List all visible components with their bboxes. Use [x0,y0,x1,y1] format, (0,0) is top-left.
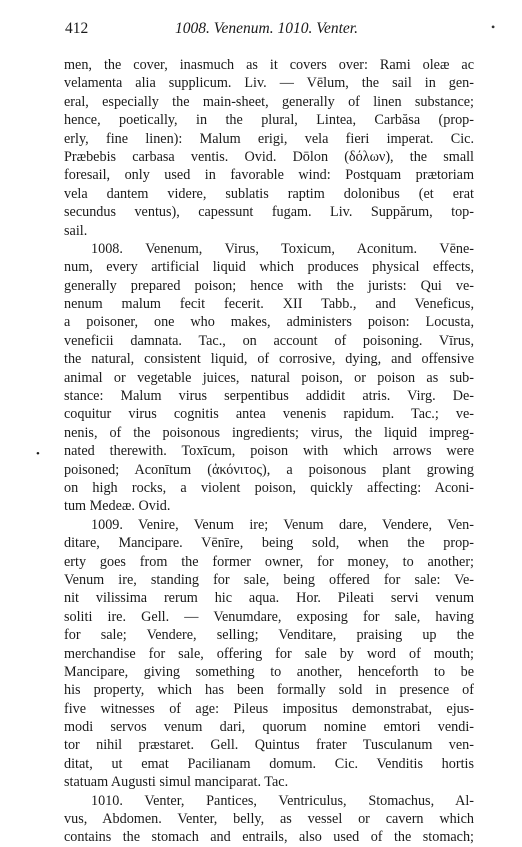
running-header [65,20,496,40]
text-line: sail. [64,222,88,239]
text-line: ditat, ut emat Pacilianam domum. Cic. Venditis hortis [64,755,474,772]
text-line: his property, which has been formally sold in presence of [64,682,474,699]
text-line: stance: Malum virus serpentibus addidit atris. Virg. De- [64,388,474,405]
text-line: coquitur virus cognitis antea venenis rapidum. Tac.; ve- [64,406,474,423]
text-line: veneficii damnata. Tac., on account of poisoning. Vīrus, [64,332,474,349]
text-line: men, the cover, inasmuch as it covers over: Rami oleæ ac [64,57,474,73]
text-line: statuam Augusti simul manciparat. Tac. [64,774,289,791]
text-line: for sale; Vendere, selling; Venditare, praising up the [64,627,474,644]
text-line: generally prepared poison; hence with the jurists: Qui ve- [64,277,474,294]
text-line: five witnesses of age: Pileus impositus demonstrabat, ejus- [64,700,474,717]
text-line: Præbebis carbasa ventis. Ovid. Dōlon (δόλων), the small [64,148,474,165]
text-line: hence, poetically, in the plural, Lintea, Carbăsa (prop- [64,112,474,129]
text-line: a poisoner, one who makes, administers poison: Locusta, [64,314,474,331]
text-line: vus, Abdomen. Venter, belly, as vessel or cavern which [64,811,474,828]
text-line: ditare, Mancipare. Vēnīre, being sold, when the prop- [64,535,474,552]
text-line: secundus ventus), capessunt fugam. Liv. Suppărum, top- [64,204,474,221]
text-line: merchandise for sale, offering for sale by word of mouth; [64,645,474,662]
section-heading-1010: 1010. Venter, Pantices, Ventriculus, Stomachus, Al- [91,792,474,809]
text-line: poisoned; Aconītum (ἀκόνιτος), a poisonous plant growing [64,461,474,478]
text-line: erly, fine linen): Malum erigi, vela fieri imperat. Cic. [64,130,474,147]
page-body [64,56,474,847]
text-line: tum Medeæ. Ovid. [64,498,171,515]
margin-mark: • [36,448,40,460]
text-line: foresail, only used in favorable wind: Postquam prætoriam [64,167,474,184]
text-line: num, every artificial liquid which produces physical effects, [64,259,474,276]
text-line: modi servos venum dari, quorum nomine emtori vendi- [64,719,474,736]
section-heading-1008: 1008. Venenum, Virus, Toxicum, Aconitum. Vēne- [91,240,474,257]
page-number: 412 [65,20,89,37]
text-line: Venum ire, standing for sale, being offered for sale: Ve- [64,571,474,588]
text-line: tor nihil præstaret. Gell. Quintus frater Tusculanum ven- [64,737,474,754]
text-line: Mancipare, giving something to another, henceforth to be [64,663,474,680]
text-line: velamenta alia supplicum. Liv. — Vēlum, the sail in gen- [64,75,474,92]
running-title: 1008. Venenum. 1010. Venter. [175,20,358,37]
corner-mark: • [491,20,496,34]
text-line: erty goes from the former owner, for money, to another; [64,553,474,570]
text-line: nated therewith. Toxīcum, poison with which arrows were [64,443,474,460]
text-line: animal or vegetable juices, natural poison, or poison as sub- [64,369,474,386]
section-heading-1009: 1009. Venire, Venum ire; Venum dare, Vendere, Ven- [91,516,474,533]
text-line: contains the stomach and entrails, also used of the stomach; [64,829,474,846]
text-line: eral, especially the main-sheet, generally of linen substance; [64,93,474,110]
text-line: the natural, consistent liquid, of corrosive, dying, and offensive [64,351,474,368]
text-line: vela dantem videre, sublatis raptim dolonibus (et erat [64,185,474,202]
text-line: nenis, of the poisonous ingredients; virus, the liquid impreg- [64,424,474,441]
text-line: soliti ire. Gell. — Venumdare, exposing for sale, having [64,608,474,625]
text-line: on high rocks, a violent poison, quickly affecting: Aconi- [64,479,474,496]
text-line: nenum malum fecit fecerit. XII Tabb., and Veneficus, [64,296,474,313]
text-line: nit vilissima rerum hic aqua. Hor. Pileati servi venum [64,590,474,607]
